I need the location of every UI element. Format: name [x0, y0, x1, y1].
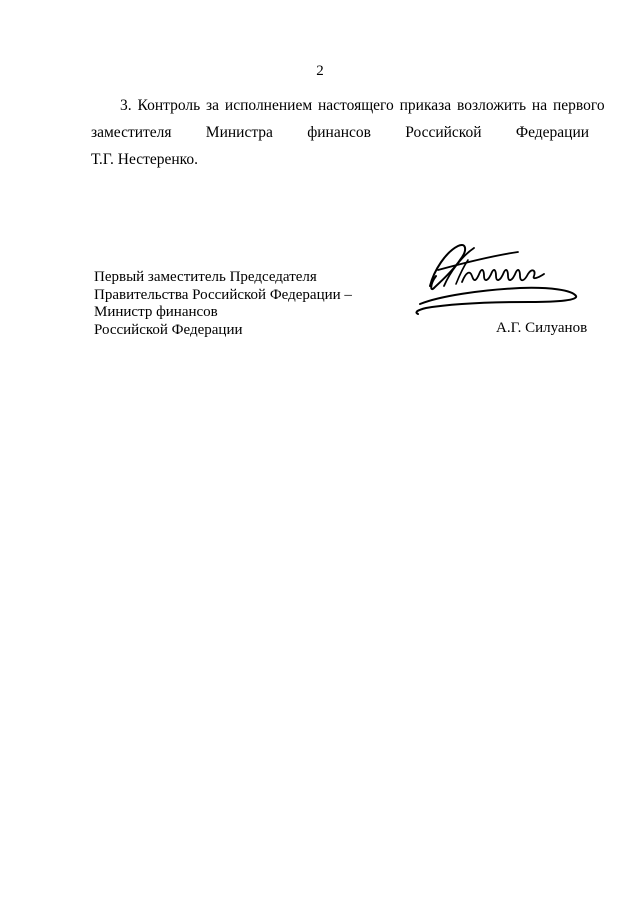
paragraph-line-3: Т.Г. Нестеренко. — [91, 151, 199, 168]
handwritten-signature — [400, 230, 590, 318]
paragraph-word: Министра — [205, 124, 273, 141]
signer-title-line: Министр финансов — [94, 304, 218, 320]
signer-title-line: Российской Федерации — [94, 321, 243, 338]
order-paragraph — [91, 92, 605, 173]
signer-title-line: Правительства Российской Федерации – — [94, 286, 352, 303]
page-number: 2 — [316, 63, 324, 79]
signer-name: А.Г. Силуанов — [496, 320, 588, 336]
paragraph-word: Федерации — [515, 124, 590, 141]
paragraph-line-2 — [91, 119, 589, 146]
paragraph-word: заместителя — [91, 124, 172, 141]
paragraph-line-1: 3. Контроль за исполнением настоящего приказа возложить на первого — [120, 97, 605, 114]
paragraph-word: Российской — [405, 124, 482, 141]
signer-title-line: Первый заместитель Председателя — [94, 269, 317, 285]
paragraph-word: финансов — [307, 124, 371, 141]
signer-title — [94, 269, 394, 339]
